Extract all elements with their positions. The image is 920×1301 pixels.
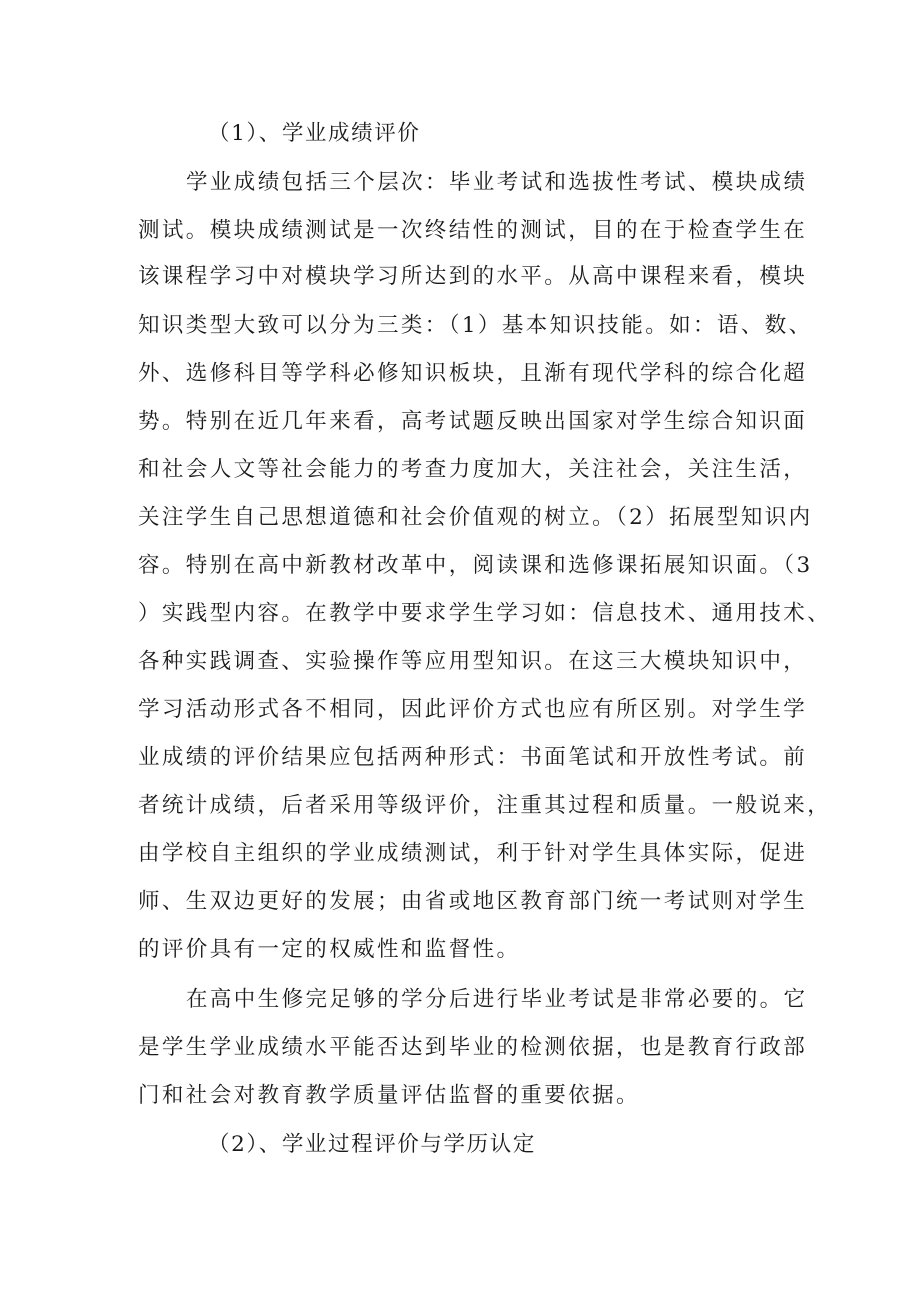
section-heading-1: （1）、学业成绩评价 [208,121,421,146]
paragraph-1-line-15: 由学校自主组织的学业成绩测试，利于针对学生具体实际，促进 [138,841,808,866]
paragraph-2-line-1: 在高中生修完足够的学分后进行毕业考试是非常必要的。它 [186,987,808,1012]
paragraph-2-line-3: 门和社会对教育教学质量评估监督的重要依据。 [138,1083,640,1108]
paragraph-1-line-10: ）实践型内容。在教学中要求学生学习如：信息技术、通用技术、 [138,601,832,626]
paragraph-1-line-11: 各种实践调查、实验操作等应用型知识。在这三大模块知识中， [138,649,808,674]
paragraph-1-line-2: 测试。模块成绩测试是一次终结性的测试，目的在于检查学生在 [138,218,808,243]
paragraph-1-line-1: 学业成绩包括三个层次：毕业考试和选拔性考试、模块成绩 [186,170,808,195]
section-heading-2: （2）、学业过程评价与学历认定 [208,1132,536,1157]
paragraph-1-line-7: 和社会人文等社会能力的考查力度加大，关注社会，关注生活， [138,457,808,482]
paragraph-1-line-4: 知识类型大致可以分为三类：（1）基本知识技能。如：语、数、 [138,313,813,338]
paragraph-1-line-12: 学习活动形式各不相同，因此评价方式也应有所区别。对学生学 [138,697,808,722]
paragraph-2-line-2: 是学生学业成绩水平能否达到毕业的检测依据，也是教育行政部 [138,1035,808,1060]
paragraph-1-line-9: 容。特别在高中新教材改革中，阅读课和选修课拓展知识面。（3 [138,553,813,578]
paragraph-1-line-14: 者统计成绩，后者采用等级评价，注重其过程和质量。一般说来， [138,793,832,818]
paragraph-1-line-5: 外、选修科目等学科必修知识板块，且渐有现代学科的综合化超 [138,361,808,386]
paragraph-1-line-17: 的评价具有一定的权威性和监督性。 [138,937,521,962]
paragraph-1-line-16: 师、生双边更好的发展；由省或地区教育部门统一考试则对学生 [138,889,808,914]
paragraph-1-line-3: 该课程学习中对模块学习所达到的水平。从高中课程来看，模块 [138,264,808,289]
paragraph-1-line-13: 业成绩的评价结果应包括两种形式：书面笔试和开放性考试。前 [138,745,808,770]
paragraph-1-line-6: 势。特别在近几年来看，高考试题反映出国家对学生综合知识面 [138,409,808,434]
paragraph-1-line-8: 关注学生自己思想道德和社会价值观的树立。（2）拓展型知识内 [138,505,813,530]
